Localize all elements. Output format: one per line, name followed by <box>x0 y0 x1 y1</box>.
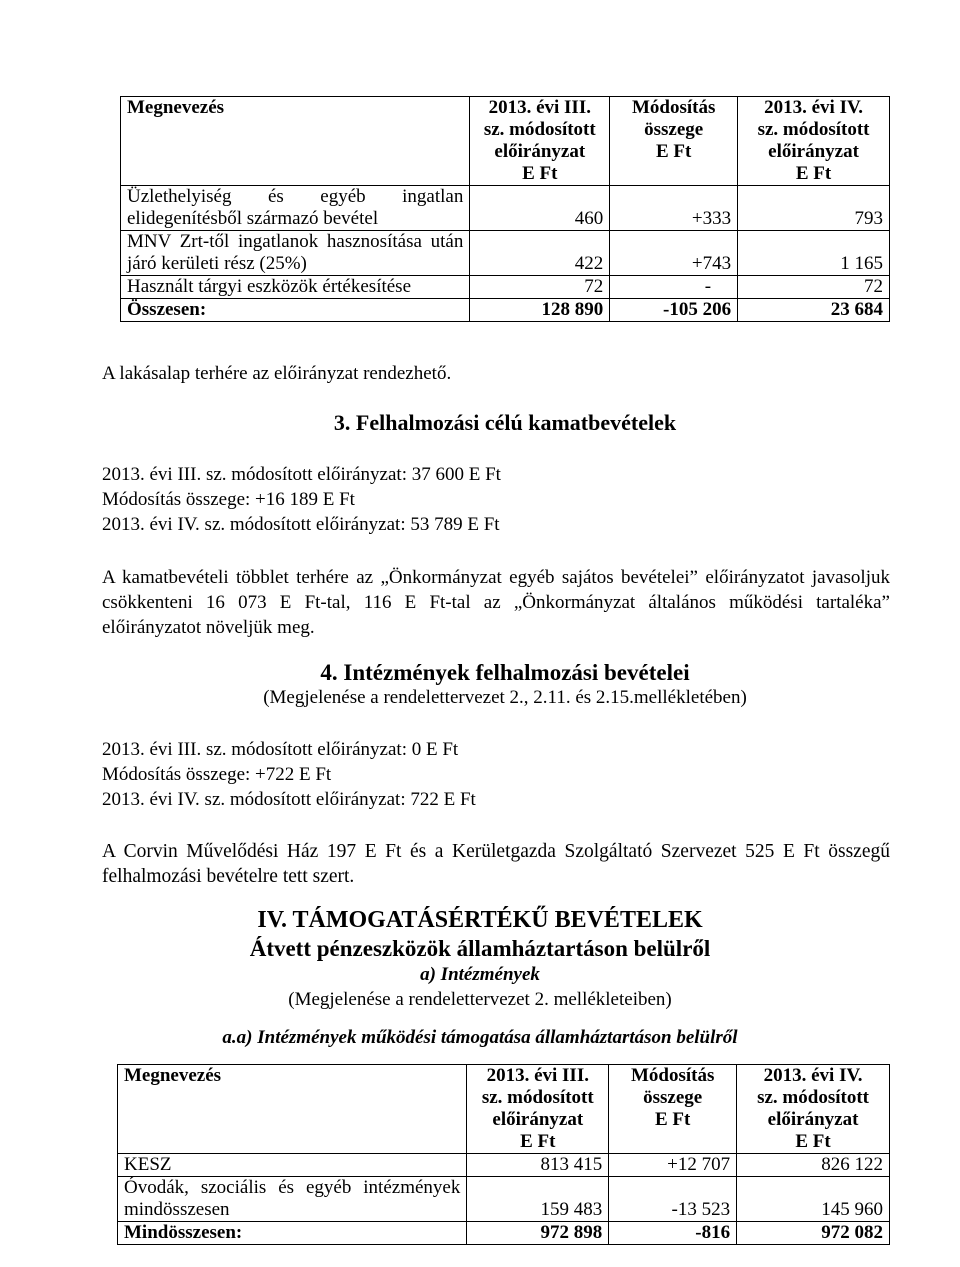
total-value: -105 206 <box>610 299 738 322</box>
total-value: 128 890 <box>470 299 610 322</box>
row-value: +12 707 <box>609 1154 737 1177</box>
row-name: Üzlethelyiség és egyéb ingatlan elidegenítésből származó bevétel <box>121 186 470 231</box>
section-4-line: 2013. évi IV. sz. módosított előirányzat: 722 E Ft <box>102 789 476 810</box>
row-name: Óvodák, szociális és egyéb intézmények mindösszesen <box>118 1177 467 1222</box>
section-4-line: 2013. évi III. sz. módosított előirányzat: 0 E Ft <box>102 739 459 760</box>
table-2 <box>117 1064 890 1245</box>
row-name: Használt tárgyi eszközök értékesítése <box>121 276 470 299</box>
row-value: 72 <box>738 276 890 299</box>
table-total-row <box>118 1222 890 1245</box>
header-name: Megnevezés <box>121 97 470 186</box>
row-value: 826 122 <box>737 1154 890 1177</box>
row-value: 72 <box>470 276 610 299</box>
section-iv-subtitle: Átvett pénzeszközök államháztartáson belülről <box>249 936 711 961</box>
row-value: 1 165 <box>738 231 890 276</box>
section-4-subtitle: (Megjelenése a rendelettervezet 2., 2.11. és 2.15.mellékletében) <box>263 687 747 708</box>
total-value: -816 <box>609 1222 737 1245</box>
row-value: -13 523 <box>609 1177 737 1222</box>
table-total-row <box>121 299 890 322</box>
total-value: 972 898 <box>467 1222 609 1245</box>
header-col2: Módosítás összege E Ft <box>609 1065 737 1154</box>
row-value: - <box>610 276 738 299</box>
section-3-title: 3. Felhalmozási célú kamatbevételek <box>333 410 677 435</box>
row-value: +743 <box>610 231 738 276</box>
row-value: 813 415 <box>467 1154 609 1177</box>
table-row <box>118 1154 890 1177</box>
section-4-line: Módosítás összege: +722 E Ft <box>102 764 332 785</box>
table-header-row <box>118 1065 890 1154</box>
note-lakasalap: A lakásalap terhére az előirányzat rendezhető. <box>102 363 452 384</box>
header-col3: 2013. évi IV. sz. módosított előirányzat E Ft <box>738 97 890 186</box>
table-row <box>118 1177 890 1222</box>
table-row <box>121 186 890 231</box>
row-value: +333 <box>610 186 738 231</box>
section-iv-sub-a: a) Intézmények <box>420 964 540 985</box>
row-value: 159 483 <box>467 1177 609 1222</box>
header-name: Megnevezés <box>118 1065 467 1154</box>
total-label: Mindösszesen: <box>118 1222 467 1245</box>
row-name: MNV Zrt-től ingatlanok hasznosítása után járó kerületi rész (25%) <box>121 231 470 276</box>
total-label: Összesen: <box>121 299 470 322</box>
row-name: KESZ <box>118 1154 467 1177</box>
section-3-line: Módosítás összege: +16 189 E Ft <box>102 489 355 510</box>
table-1 <box>120 96 890 322</box>
total-value: 23 684 <box>738 299 890 322</box>
section-3-line: 2013. évi IV. sz. módosított előirányzat: 53 789 E Ft <box>102 514 500 535</box>
header-col2: Módosítás összege E Ft <box>610 97 738 186</box>
row-value: 422 <box>470 231 610 276</box>
section-4-title-text: 4. Intézmények felhalmozási bevételei <box>320 660 690 685</box>
section-iv-title: IV. TÁMOGATÁSÉRTÉKŰ BEVÉTELEK <box>257 907 703 933</box>
row-value: 145 960 <box>737 1177 890 1222</box>
header-col1: 2013. évi III. sz. módosított előirányzat E Ft <box>467 1065 609 1154</box>
table-header-row <box>121 97 890 186</box>
section-4-title <box>0 660 960 686</box>
table-row <box>121 231 890 276</box>
section-4-paragraph: A Corvin Művelődési Ház 197 E Ft és a Kerületgazda Szolgáltató Szervezet 525 E Ft összegű felhalmozási bevételre tett szert. <box>102 841 890 887</box>
total-value: 972 082 <box>737 1222 890 1245</box>
row-value: 460 <box>470 186 610 231</box>
section-3-line: 2013. évi III. sz. módosított előirányzat: 37 600 E Ft <box>102 464 501 485</box>
row-value: 793 <box>738 186 890 231</box>
header-col3: 2013. évi IV. sz. módosított előirányzat E Ft <box>737 1065 890 1154</box>
header-col1: 2013. évi III. sz. módosított előirányzat E Ft <box>470 97 610 186</box>
section-3-paragraph: A kamatbevételi többlet terhére az „Önkormányzat egyéb sajátos bevételei” előirányzatot javasoljuk csökkenteni 16 073 E Ft-tal, 116 E Ft-tal az „Önkormányzat általános működési tartaléka” előirányzatot növeljük meg. <box>102 567 890 638</box>
section-iv-sub-a-note: (Megjelenése a rendelettervezet 2. mellékleteiben) <box>288 989 672 1010</box>
table-row <box>121 276 890 299</box>
section-iv-sub-aa: a.a) Intézmények működési támogatása államháztartáson belülről <box>222 1027 738 1048</box>
